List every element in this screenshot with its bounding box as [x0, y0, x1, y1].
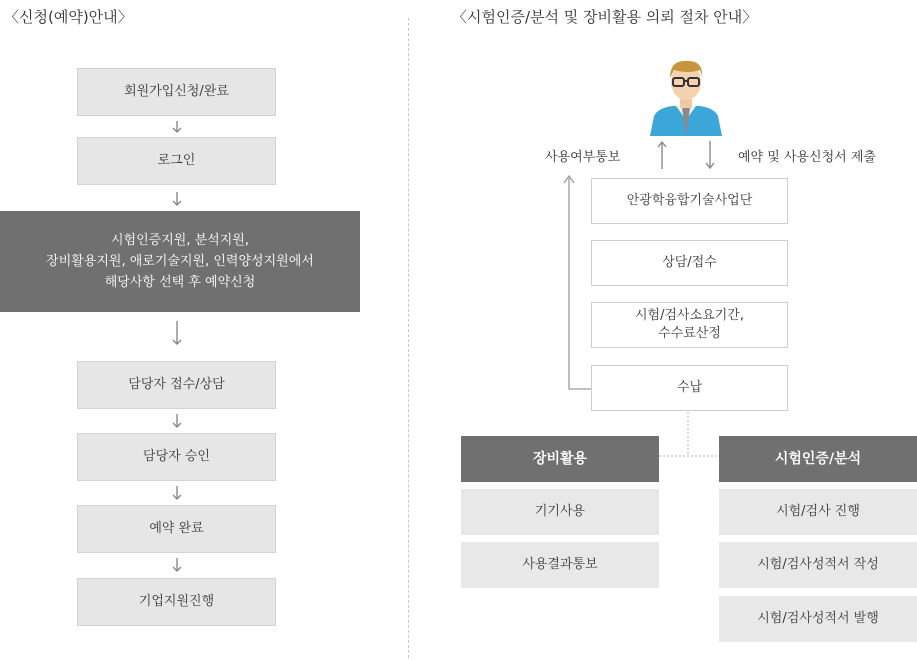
equipment-header: 장비활용 [461, 436, 659, 482]
step-consult-receive: 상담/접수 [591, 240, 788, 286]
step-payment: 수납 [591, 365, 788, 411]
step-staff-consult: 담당자 접수/상담 [77, 361, 276, 409]
testing-item: 시험/검사성적서 발행 [719, 596, 917, 642]
step-login: 로그인 [77, 137, 276, 185]
step-company-support: 기업지원진행 [77, 578, 276, 626]
step-member-signup: 회원가입신청/완료 [77, 68, 276, 116]
equipment-item: 기기사용 [461, 489, 659, 535]
testing-item: 시험/검사성적서 작성 [719, 542, 917, 588]
label-submit-application: 예약 및 사용신청서 제출 [738, 150, 876, 165]
testing-item: 시험/검사 진행 [719, 489, 917, 535]
step-consortium: 안광학융합기술사업단 [591, 178, 788, 224]
right-section-title: 〈시험인증/분석 및 장비활용 의뢰 절차 안내〉 [452, 8, 758, 26]
step-staff-approval: 담당자 승인 [77, 433, 276, 481]
equipment-item: 사용결과통보 [461, 542, 659, 588]
step-reservation-complete: 예약 완료 [77, 505, 276, 553]
left-section-title: 〈신청(예약)안내〉 [4, 8, 133, 26]
label-usage-notice: 사용여부통보 [545, 150, 621, 165]
step-select-reservation: 시험인증지원, 분석지원, 장비활용지원, 애로기술지원, 인력양성지원에서 해당사항 선택 후 예약신청 [0, 211, 360, 312]
testing-header: 시험인증/분석 [719, 436, 917, 482]
step-fee-estimate: 시험/검사소요기간, 수수료산정 [591, 302, 788, 348]
